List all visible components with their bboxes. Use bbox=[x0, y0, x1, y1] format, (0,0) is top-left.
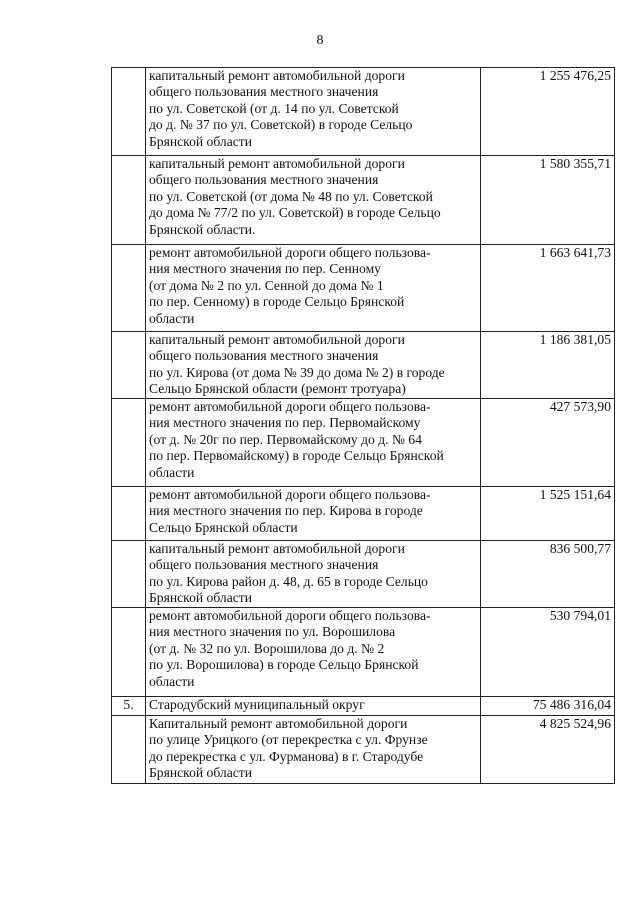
description-line: до д. № 37 по ул. Советской) в городе Сельцо bbox=[149, 117, 413, 133]
description-line: по ул. Советской (от дома № 48 по ул. Советской bbox=[149, 188, 433, 204]
description-line: капитальный ремонт автомобильной дороги bbox=[149, 541, 405, 556]
table-row bbox=[112, 608, 615, 697]
description-line: по ул. Ворошилова) в городе Сельцо Брянской bbox=[149, 657, 419, 673]
description-line: общего пользования местного значения bbox=[149, 348, 379, 364]
row-description bbox=[146, 487, 481, 541]
row-amount: 75 486 316,04 bbox=[481, 697, 615, 716]
description-line: Брянской области. bbox=[149, 221, 256, 237]
description-line: ния местного значения по пер. Кирова в городе bbox=[149, 503, 423, 519]
table-row bbox=[112, 245, 615, 332]
row-amount: 1 255 476,25 bbox=[481, 68, 615, 156]
description-line: общего пользования местного значения bbox=[149, 172, 379, 188]
description-line: (от дома № 2 по ул. Сенной до дома № 1 bbox=[149, 277, 384, 293]
row-amount: 427 573,90 bbox=[481, 399, 615, 487]
row-description bbox=[146, 156, 481, 245]
description-line: по пер. Первомайскому) в городе Сельцо Брянской bbox=[149, 448, 444, 464]
description-line: капитальный ремонт автомобильной дороги bbox=[149, 156, 405, 171]
description-line: ния местного значения по пер. Первомайскому bbox=[149, 415, 421, 431]
row-number bbox=[112, 68, 146, 156]
description-line: Брянской области bbox=[149, 590, 252, 606]
description-line: ремонт автомобильной дороги общего пользова- bbox=[149, 487, 431, 502]
description-line: Брянской области bbox=[149, 765, 252, 781]
description-line: по ул. Кирова (от дома № 39 до дома № 2) в городе bbox=[149, 364, 445, 380]
description-line: Сельцо Брянской области bbox=[149, 519, 298, 535]
row-number bbox=[112, 332, 146, 399]
description-line: капитальный ремонт автомобильной дороги bbox=[149, 68, 405, 83]
row-amount: 530 794,01 bbox=[481, 608, 615, 697]
row-amount: 836 500,77 bbox=[481, 541, 615, 608]
row-number bbox=[112, 541, 146, 608]
description-line: области bbox=[149, 310, 195, 326]
description-line: Стародубский муниципальный округ bbox=[149, 697, 365, 712]
description-line: Капитальный ремонт автомобильной дороги bbox=[149, 716, 408, 731]
description-line: Сельцо Брянской области (ремонт тротуара) bbox=[149, 381, 406, 397]
description-line: ния местного значения по ул. Ворошилова bbox=[149, 624, 396, 640]
row-number bbox=[112, 156, 146, 245]
row-number bbox=[112, 399, 146, 487]
description-line: области bbox=[149, 464, 195, 480]
row-amount: 4 825 524,96 bbox=[481, 716, 615, 784]
row-description bbox=[146, 68, 481, 156]
row-description bbox=[146, 332, 481, 399]
row-number bbox=[112, 245, 146, 332]
description-line: ремонт автомобильной дороги общего пользова- bbox=[149, 608, 431, 623]
description-line: ремонт автомобильной дороги общего пользова- bbox=[149, 399, 431, 414]
description-line: ния местного значения по пер. Сенному bbox=[149, 261, 381, 277]
row-description bbox=[146, 245, 481, 332]
table-row bbox=[112, 68, 615, 156]
description-line: до перекрестка с ул. Фурманова) в г. Стародубе bbox=[149, 748, 424, 764]
row-description bbox=[146, 716, 481, 784]
description-line: области bbox=[149, 673, 195, 689]
row-number bbox=[112, 487, 146, 541]
table-row bbox=[112, 487, 615, 541]
row-description bbox=[146, 697, 481, 716]
row-number bbox=[112, 608, 146, 697]
description-line: (от д. № 20г по пер. Первомайскому до д. № 64 bbox=[149, 431, 422, 447]
row-amount: 1 186 381,05 bbox=[481, 332, 615, 399]
description-line: по улице Урицкого (от перекрестка с ул. Фрунзе bbox=[149, 732, 428, 748]
description-line: до дома № 77/2 по ул. Советской) в городе Сельцо bbox=[149, 205, 441, 221]
table-row bbox=[112, 332, 615, 399]
budget-table bbox=[111, 67, 615, 784]
table-row bbox=[112, 399, 615, 487]
description-line: общего пользования местного значения bbox=[149, 557, 379, 573]
row-amount: 1 525 151,64 bbox=[481, 487, 615, 541]
table-row bbox=[112, 716, 615, 784]
table-row bbox=[112, 156, 615, 245]
row-amount: 1 580 355,71 bbox=[481, 156, 615, 245]
page-number: 8 bbox=[316, 33, 324, 48]
row-number bbox=[112, 716, 146, 784]
row-description bbox=[146, 541, 481, 608]
description-line: ремонт автомобильной дороги общего пользова- bbox=[149, 245, 431, 260]
description-line: общего пользования местного значения bbox=[149, 84, 379, 100]
description-line: по ул. Кирова район д. 48, д. 65 в городе Сельцо bbox=[149, 573, 428, 589]
description-line: (от д. № 32 по ул. Ворошилова до д. № 2 bbox=[149, 640, 385, 656]
table-row-section bbox=[112, 697, 615, 716]
description-line: по пер. Сенному) в городе Сельцо Брянской bbox=[149, 294, 405, 310]
row-description bbox=[146, 399, 481, 487]
row-amount: 1 663 641,73 bbox=[481, 245, 615, 332]
description-line: Брянской области bbox=[149, 133, 252, 149]
row-number: 5. bbox=[112, 697, 146, 716]
description-line: по ул. Советской (от д. 14 по ул. Советской bbox=[149, 100, 399, 116]
row-description bbox=[146, 608, 481, 697]
description-line: капитальный ремонт автомобильной дороги bbox=[149, 332, 405, 347]
table-row bbox=[112, 541, 615, 608]
